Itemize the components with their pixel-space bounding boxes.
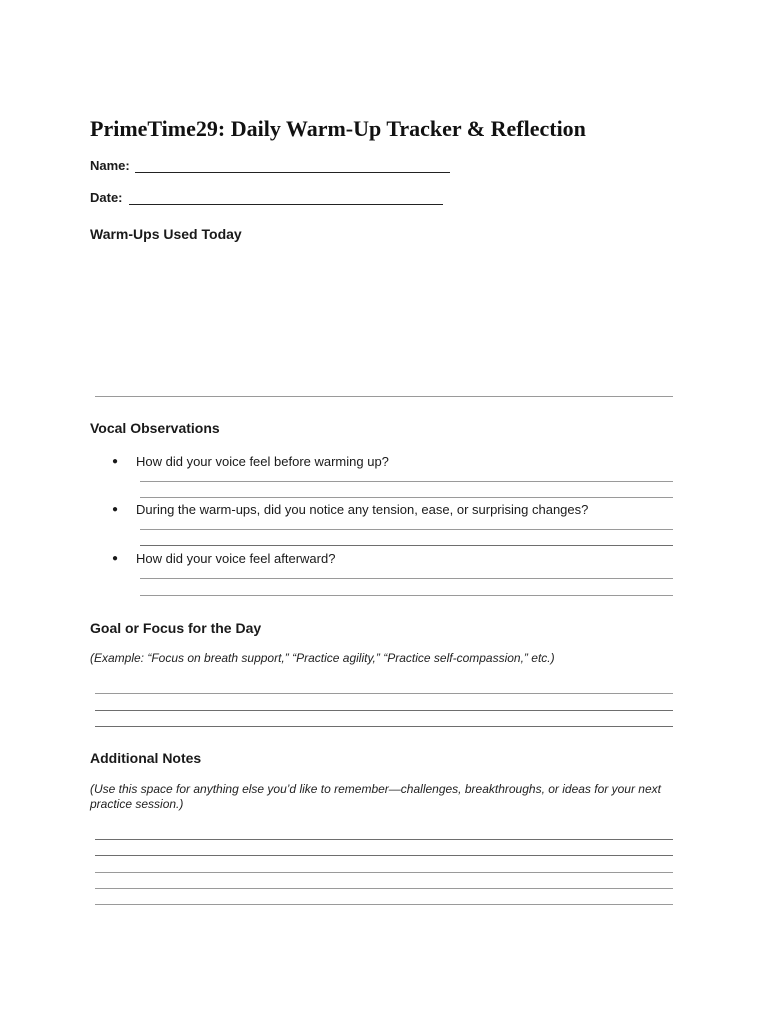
date-label: Date: (90, 190, 123, 205)
writing-line (95, 904, 673, 905)
bullet-icon: ● (112, 504, 119, 515)
worksheet-title: PrimeTime29: Daily Warm-Up Tracker & Reflection (90, 116, 586, 141)
answer-line (140, 545, 673, 546)
name-fill-line (135, 172, 450, 173)
date-fill-line (129, 204, 443, 205)
answer-line (140, 497, 673, 498)
date-field (90, 189, 123, 207)
writing-line (95, 855, 673, 856)
writing-line (95, 872, 673, 873)
notes-hint-text: (Use this space for anything else you’d like to remember—challenges, breakthroughs, or ideas for your next practice session.) (90, 782, 661, 811)
writing-line (95, 710, 673, 711)
writing-line (95, 693, 673, 694)
question-before-warmup: How did your voice feel before warming up? (136, 454, 389, 469)
warmups-heading: Warm-Ups Used Today (90, 226, 242, 242)
writing-line (95, 888, 673, 889)
answer-line (140, 578, 673, 579)
answer-line (140, 595, 673, 596)
additional-notes-heading: Additional Notes (90, 750, 202, 766)
question-during-warmup: During the warm-ups, did you notice any tension, ease, or surprising changes? (136, 502, 589, 517)
bullet-icon: ● (112, 553, 119, 564)
question-after-warmup: How did your voice feel afterward? (136, 551, 336, 566)
writing-line (95, 839, 673, 840)
name-field (90, 157, 130, 175)
answer-line (140, 529, 673, 530)
goal-heading: Goal or Focus for the Day (90, 620, 262, 636)
warmups-divider (95, 396, 673, 397)
writing-line (95, 726, 673, 727)
answer-line (140, 481, 673, 482)
vocal-observations-heading: Vocal Observations (90, 420, 220, 436)
name-label: Name: (90, 158, 130, 173)
bullet-icon: ● (112, 456, 119, 467)
goal-example-text: (Example: “Focus on breath support,” “Practice agility,” “Practice self-compassion,” etc.) (90, 651, 555, 665)
